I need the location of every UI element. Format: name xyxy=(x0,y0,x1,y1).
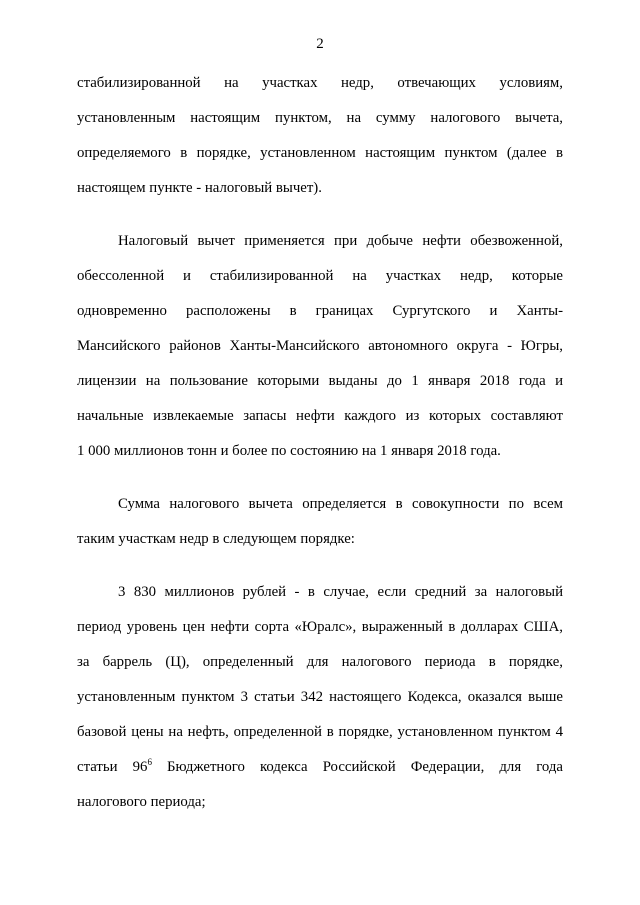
text-line: базовой цены на нефть, определенной в порядке, установленном пунктом 4 xyxy=(77,724,563,740)
text-line: за баррель (Ц), определенный для налогового периода в порядке, xyxy=(77,654,563,670)
paragraph-1 xyxy=(77,66,563,206)
text-fragment: статьи 96 xyxy=(77,759,148,775)
text-line: лицензии на пользование которыми выданы до 1 января 2018 года и xyxy=(77,373,563,389)
text-line: установленным настоящим пунктом, на сумму налогового вычета, xyxy=(77,110,563,126)
text-line: период уровень цен нефти сорта «Юралс», выраженный в долларах США, xyxy=(77,619,563,635)
page-number: 2 xyxy=(316,36,324,52)
paragraph-3 xyxy=(77,487,563,557)
text-line: настоящем пункте - налоговый вычет). xyxy=(77,180,322,196)
text-line: определяемого в порядке, установленном настоящим пунктом (далее в xyxy=(77,145,563,161)
text-line: начальные извлекаемые запасы нефти каждого из которых составляют xyxy=(77,408,563,424)
text-line: налогового периода; xyxy=(77,794,206,810)
text-line: Сумма налогового вычета определяется в совокупности по всем xyxy=(118,496,563,512)
text-line: стабилизированной на участках недр, отвечающих условиям, xyxy=(77,75,563,91)
text-line: обессоленной и стабилизированной на участках недр, которые xyxy=(77,268,563,284)
document-body xyxy=(77,66,563,820)
text-line: 3 830 миллионов рублей - в случае, если средний за налоговый xyxy=(118,584,563,600)
text-line: Налоговый вычет применяется при добыче нефти обезвоженной, xyxy=(118,233,563,249)
text-line: таким участкам недр в следующем порядке: xyxy=(77,531,355,547)
text-line: 1 000 миллионов тонн и более по состоянию на 1 января 2018 года. xyxy=(77,443,501,459)
text-fragment: Бюджетного кодекса Российской Федерации, для года xyxy=(151,759,563,775)
superscript-6: 6 xyxy=(147,757,152,767)
paragraph-4 xyxy=(77,575,563,820)
text-line: Мансийского районов Ханты-Мансийского автономного округа - Югры, xyxy=(77,338,563,354)
text-line: одновременно расположены в границах Сургутского и Ханты- xyxy=(77,303,563,319)
text-line-with-superscript xyxy=(77,750,563,785)
paragraph-2 xyxy=(77,224,563,469)
text-line: установленным пунктом 3 статьи 342 настоящего Кодекса, оказался выше xyxy=(77,689,563,705)
